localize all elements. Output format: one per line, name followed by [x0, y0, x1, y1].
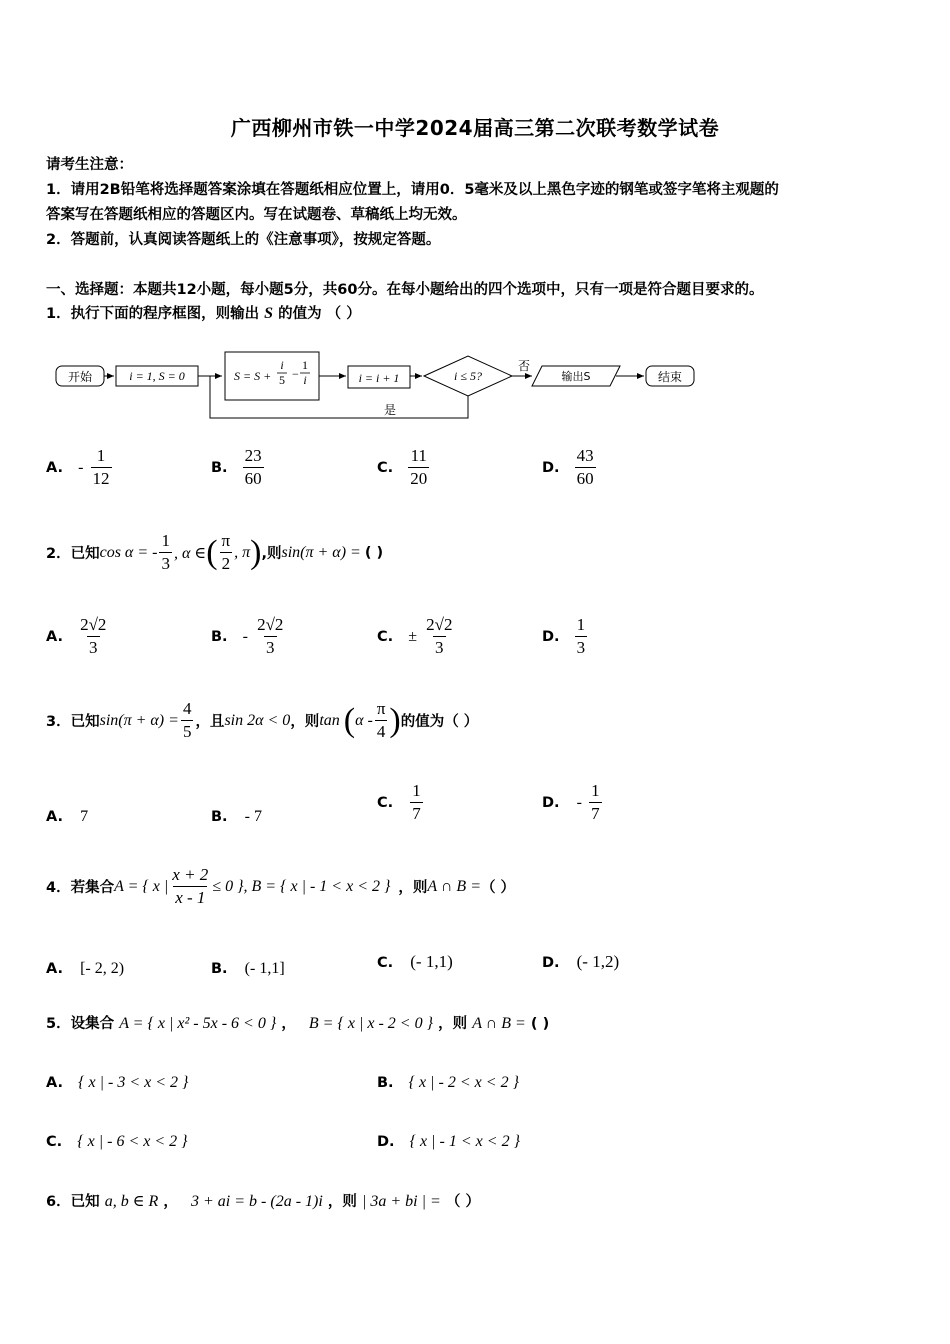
q6-then: ，则	[327, 1194, 357, 1210]
question-1-stem-post: 的值为 （ ）	[278, 306, 361, 322]
option-label: C.	[377, 795, 394, 811]
flow-update-s-minus: −	[292, 367, 299, 381]
option-label: A.	[46, 460, 63, 476]
q3-option-a[interactable]	[46, 806, 88, 826]
q4-fraction: $\frac{x + 2}{x - 1}$	[172, 865, 209, 907]
option-text: (- 1,2)	[576, 952, 620, 971]
option-label: D.	[542, 460, 560, 476]
q3-right-paren: )	[389, 701, 401, 739]
option-fraction: $\frac{11}{20}$	[410, 446, 428, 488]
option-label: B.	[211, 460, 228, 476]
q2-cos: cos α = -	[99, 543, 158, 561]
option-label: C.	[46, 1134, 63, 1150]
flow-end-label: 结束	[657, 370, 683, 384]
option-fraction: $\frac{43}{60}$	[576, 446, 594, 488]
flow-update-s-pre: S = S +	[234, 369, 272, 383]
q6-sep: ，	[163, 1194, 178, 1210]
option-fraction: $\frac{1}{12}$	[92, 446, 110, 488]
q4-paren: （ ）	[481, 880, 516, 896]
option-label: D.	[377, 1134, 395, 1150]
option-label: B.	[377, 1075, 394, 1091]
q2-left-paren: (	[206, 533, 218, 571]
option-text: (- 1,1]	[244, 960, 285, 977]
q5-sep: ，	[281, 1016, 296, 1032]
q2-option-d[interactable]	[542, 614, 589, 659]
option-fraction: $\frac{1}{3}$	[576, 615, 586, 657]
q5-option-a[interactable]	[46, 1072, 188, 1092]
q6-prefix: 6．已知	[46, 1194, 100, 1210]
q2-paren: ( )	[364, 544, 384, 561]
page-title: 广西柳州市铁一中学2024届高三第二次联考数学试卷	[230, 116, 720, 140]
option-label: C.	[377, 629, 394, 645]
q2-sin: sin(π + α) =	[281, 543, 361, 561]
section-heading: 一、选择题：本题共12小题，每小题5分，共60分。在每小题给出的四个选项中，只有一项是符合题目要求的。	[46, 282, 764, 298]
q3-cond: sin 2α < 0	[224, 711, 291, 729]
notice-line-2: 2．答题前，认真阅读答题纸上的《注意事项》，按规定答题。	[46, 232, 441, 248]
question-1-stem-pre: 1．执行下面的程序框图，则输出	[46, 306, 260, 322]
q3-option-d[interactable]	[542, 780, 604, 825]
q5-paren: ( )	[530, 1016, 550, 1032]
q3-option-b[interactable]	[211, 806, 262, 826]
q1-option-d[interactable]	[542, 445, 598, 490]
q5-ask: A ∩ B =	[472, 1015, 526, 1032]
q3-option-c[interactable]	[377, 780, 425, 825]
q5-set-b: B = { x | x - 2 < 0 }	[308, 1015, 433, 1032]
flowchart	[50, 348, 710, 424]
q3-left-paren: (	[343, 701, 356, 739]
option-fraction: $\frac{23}{60}$	[244, 446, 262, 488]
option-label: D.	[542, 955, 560, 971]
option-label: A.	[46, 961, 63, 977]
question-5-stem	[46, 1012, 549, 1033]
option-text: [- 2, 2)	[80, 960, 125, 977]
q3-tan: tan	[319, 711, 340, 729]
q4-prefix: 4．若集合	[46, 880, 115, 896]
q6-cond-2: 3 + ai = b - (2a - 1)i	[191, 1193, 323, 1210]
flow-init-label: i = 1, S = 0	[129, 369, 185, 383]
q5-then: ，则	[438, 1016, 468, 1032]
q2-alpha-in: , α ∈	[173, 544, 207, 562]
option-label: A.	[46, 1075, 63, 1091]
flow-update-s-f2n: 1	[302, 358, 308, 372]
q3-alpha: α -	[355, 711, 373, 729]
flow-no-label: 否	[518, 359, 531, 373]
q2-right-paren: )	[250, 533, 262, 571]
notice-line-1b: 答案写在答题纸相应的答题区内。写在试题卷、草稿纸上均无效。	[46, 207, 467, 223]
flow-update-s-f1d: 5	[279, 373, 285, 387]
option-sign: -	[78, 459, 84, 476]
q5-option-d[interactable]	[377, 1131, 520, 1151]
option-sign: -	[576, 794, 582, 811]
q2-prefix: 2．已知	[46, 546, 100, 562]
q3-then: ，则	[290, 714, 320, 730]
q4-then: ，则	[398, 880, 428, 896]
option-label: B.	[211, 961, 228, 977]
q3-tail: 的值为（ ）	[400, 714, 479, 730]
flow-yes-label: 是	[384, 403, 397, 417]
q2-pi-tail: , π	[234, 543, 251, 561]
q1-option-c[interactable]	[377, 445, 431, 490]
q2-fraction: $\frac{1}{3}$	[161, 531, 170, 573]
option-fraction: $\frac{2√2}{3}$	[257, 615, 284, 657]
q3-prefix: 3．已知	[46, 714, 100, 730]
flow-condition-label: i ≤ 5?	[454, 369, 482, 383]
q5-option-c[interactable]	[46, 1131, 188, 1151]
q3-pi-fraction: $\frac{\pi}{4}$	[376, 699, 386, 741]
option-sign: -	[242, 628, 248, 645]
option-label: B.	[211, 809, 228, 825]
notice-line-1: 1．请用2B铅笔将选择题答案涂填在答题纸相应位置上，请用0．5毫米及以上黑色字迹的钢笔或签字笔将主观题的	[46, 182, 779, 198]
flow-update-s-f1n: i	[280, 358, 284, 372]
option-label: D.	[542, 795, 560, 811]
q5-option-b[interactable]	[377, 1072, 519, 1092]
q2-option-b[interactable]	[211, 614, 287, 659]
question-1-stem	[46, 302, 361, 323]
option-text: 7	[80, 808, 89, 825]
option-label: D.	[542, 629, 560, 645]
option-text: { x | - 6 < x < 2 }	[77, 1133, 188, 1150]
option-label: C.	[377, 955, 394, 971]
question-4-stem	[46, 864, 515, 909]
option-fraction: $\frac{2√2}{3}$	[426, 615, 453, 657]
q2-option-c[interactable]	[377, 614, 456, 659]
q3-and: ，且	[195, 714, 225, 730]
question-2-stem	[46, 530, 383, 575]
option-fraction: $\frac{2√2}{3}$	[80, 615, 107, 657]
q1-option-a[interactable]	[46, 445, 114, 490]
option-sign: ±	[408, 628, 418, 645]
q6-ask: | 3a + bi | =	[361, 1193, 441, 1210]
flow-output-label: 输出S	[561, 370, 591, 383]
q5-set-a: A = { x | x² - 5x - 6 < 0 }	[119, 1015, 277, 1032]
q4-ask: A ∩ B =	[427, 877, 481, 895]
q4-option-d[interactable]	[542, 952, 619, 972]
option-text: { x | - 3 < x < 2 }	[78, 1074, 189, 1091]
q2-pi-fraction: $\frac{\pi}{2}$	[221, 531, 231, 573]
option-label: A.	[46, 809, 63, 825]
q2-then: ,则	[261, 546, 282, 562]
flow-update-i-label: i = i + 1	[358, 371, 400, 385]
q1-option-b[interactable]	[211, 445, 266, 490]
option-label: C.	[377, 460, 394, 476]
option-text: { x | - 1 < x < 2 }	[409, 1133, 520, 1150]
q4-set-a-pre: A = { x |	[114, 877, 169, 895]
option-label: A.	[46, 629, 63, 645]
q4-set-a-post: ≤ 0 }, B = { x | - 1 < x < 2 }	[212, 877, 391, 895]
option-text: - 7	[244, 808, 262, 825]
option-text: (- 1,1)	[410, 952, 453, 971]
q6-paren: （ ）	[445, 1194, 480, 1210]
flow-update-s-f2d: i	[303, 373, 307, 387]
option-fraction: $\frac{1}{7}$	[412, 781, 421, 823]
q4-option-a[interactable]	[46, 958, 124, 978]
question-6-stem	[46, 1190, 480, 1211]
question-3-stem	[46, 698, 478, 743]
question-1-var: S	[264, 305, 274, 322]
option-fraction: $\frac{1}{7}$	[591, 781, 600, 823]
q3-fraction: $\frac{4}{5}$	[182, 699, 192, 741]
q2-option-a[interactable]	[46, 614, 110, 659]
q4-option-b[interactable]	[211, 958, 285, 978]
q5-prefix: 5．设集合	[46, 1016, 115, 1032]
q4-option-c[interactable]	[377, 952, 453, 972]
q3-sin: sin(π + α) =	[99, 711, 179, 729]
q6-cond-1: a, b ∈ R	[104, 1193, 159, 1210]
flow-start-label: 开始	[67, 370, 93, 384]
option-text: { x | - 2 < x < 2 }	[408, 1074, 519, 1091]
option-label: B.	[211, 629, 228, 645]
notice-heading: 请考生注意：	[46, 157, 133, 173]
